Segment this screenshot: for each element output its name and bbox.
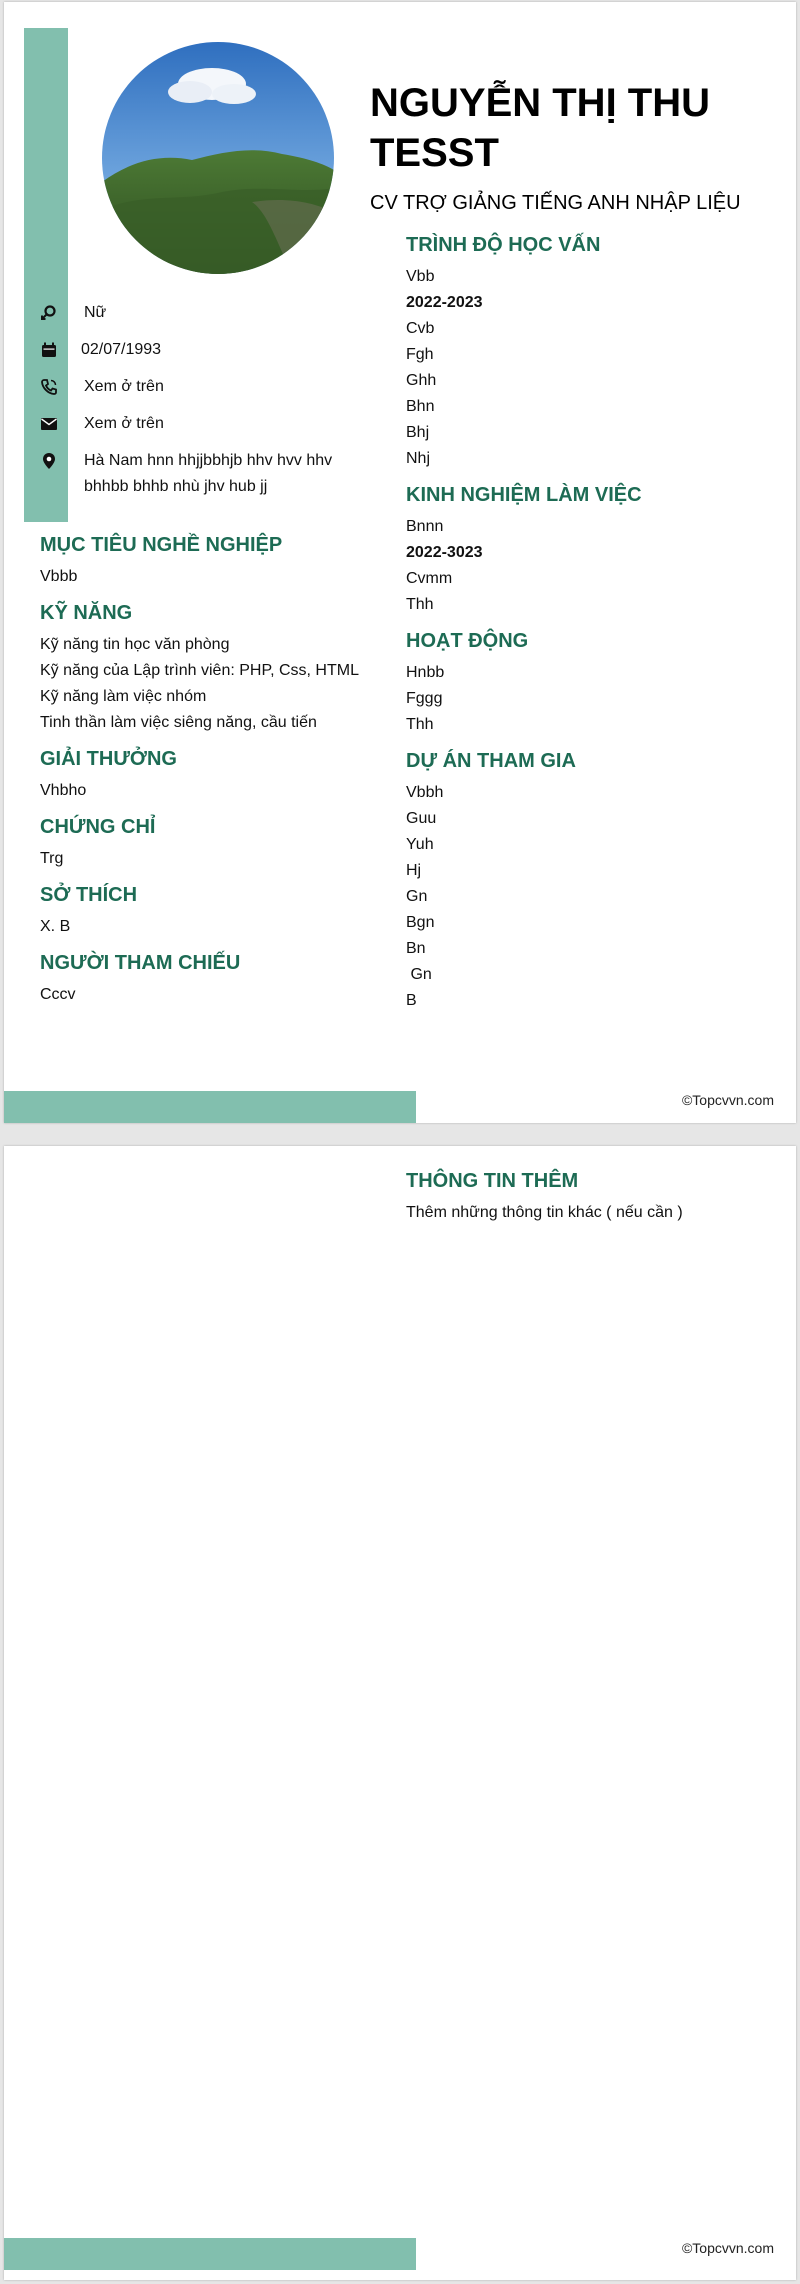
project-line: Yuh (406, 836, 434, 853)
footer-accent-strip (4, 2238, 416, 2270)
job-title: CV TRỢ GIẢNG TIẾNG ANH NHẬP LIỆU (370, 192, 741, 214)
skill-line: Kỹ năng tin học văn phòng (40, 636, 230, 653)
email-value: Xem ở trên (84, 415, 164, 432)
contact-info (40, 300, 380, 511)
section-title: HOẠT ĐỘNG (406, 630, 529, 652)
education-line: Cvb (406, 320, 435, 337)
location-pin-icon (40, 452, 58, 470)
activity-line: Fggg (406, 690, 443, 707)
skill-line: Kỹ năng của Lập trình viên: PHP, Css, HTML (40, 662, 359, 679)
dob-value: 02/07/1993 (81, 341, 162, 358)
experience-line: Thh (406, 596, 434, 613)
project-line: Gn (406, 888, 428, 905)
right-column (406, 1168, 741, 1236)
project-line: Bgn (406, 914, 435, 931)
address-value: Hà Nam hnn hhjjbbhjb hhv hvv hhv bhhbb bhhb nhù jhv hub jj (84, 452, 333, 495)
project-line: Vbbh (406, 784, 444, 801)
contact-dob (40, 337, 380, 363)
section-objective (40, 532, 375, 590)
contact-phone (40, 374, 380, 400)
hobby-line: X. B (40, 918, 71, 935)
section-title: NGƯỜI THAM CHIẾU (40, 952, 241, 974)
section-education (406, 232, 741, 472)
section-awards (40, 746, 375, 804)
education-line: Fgh (406, 346, 434, 363)
experience-line: Bnnn (406, 518, 444, 535)
skill-line: Kỹ năng làm việc nhóm (40, 688, 207, 705)
contact-address (40, 448, 380, 500)
calendar-icon (40, 341, 58, 359)
copyright-text: ©Topcvvn.com (681, 2240, 774, 2256)
reference-line: Cccv (40, 986, 76, 1003)
section-title: CHỨNG CHỈ (40, 816, 156, 838)
project-line: B (406, 992, 417, 1009)
section-title: SỞ THÍCH (40, 884, 138, 906)
section-title: THÔNG TIN THÊM (406, 1170, 579, 1192)
section-additional-info (406, 1168, 741, 1226)
activity-line: Hnbb (406, 664, 445, 681)
section-title: KINH NGHIỆM LÀM VIỆC (406, 484, 642, 506)
education-year: 2022-2023 (406, 294, 483, 311)
education-line: Vbb (406, 268, 435, 285)
education-line: Ghh (406, 372, 437, 389)
contact-gender (40, 300, 380, 326)
certificate-line: Trg (40, 850, 64, 867)
phone-value: Xem ở trên (84, 378, 164, 395)
cv-page-2 (4, 1146, 796, 2280)
avatar-photo (102, 42, 334, 274)
avatar (102, 42, 334, 274)
section-title: MỤC TIÊU NGHỀ NGHIỆP (40, 534, 283, 556)
education-line: Bhn (406, 398, 435, 415)
section-projects (406, 748, 741, 1014)
right-column (406, 232, 741, 1024)
cv-page-1 (4, 2, 796, 1123)
award-line: Vhbho (40, 782, 87, 799)
candidate-name: NGUYỄN THỊ THU TESST (370, 81, 710, 175)
activity-line: Thh (406, 716, 434, 733)
section-title: GIẢI THƯỞNG (40, 748, 177, 770)
section-title: KỸ NĂNG (40, 602, 133, 624)
project-line: Bn (406, 940, 426, 957)
section-references (40, 950, 375, 1008)
additional-info-line: Thêm những thông tin khác ( nếu cần ) (406, 1204, 683, 1221)
phone-icon (40, 378, 58, 396)
education-line: Nhj (406, 450, 431, 467)
section-activities (406, 628, 741, 738)
gender-icon (40, 304, 58, 322)
copyright-text: ©Topcvvn.com (681, 1092, 774, 1108)
experience-line: Cvmm (406, 570, 453, 587)
left-column (40, 532, 375, 1018)
project-line: Gn (406, 966, 432, 983)
contact-email (40, 411, 380, 437)
skill-line: Tinh thần làm việc siêng năng, cầu tiến (40, 714, 317, 731)
envelope-icon (40, 415, 58, 433)
objective-line: Vbbb (40, 568, 78, 585)
section-skills (40, 600, 375, 736)
section-hobbies (40, 882, 375, 940)
gender-value: Nữ (84, 304, 107, 321)
section-experience (406, 482, 741, 618)
footer-accent-strip (4, 1091, 416, 1123)
project-line: Hj (406, 862, 422, 879)
section-certificates (40, 814, 375, 872)
project-line: Guu (406, 810, 437, 827)
section-title: TRÌNH ĐỘ HỌC VẤN (406, 234, 601, 256)
education-line: Bhj (406, 424, 430, 441)
experience-year: 2022-3023 (406, 544, 483, 561)
section-title: DỰ ÁN THAM GIA (406, 750, 576, 772)
